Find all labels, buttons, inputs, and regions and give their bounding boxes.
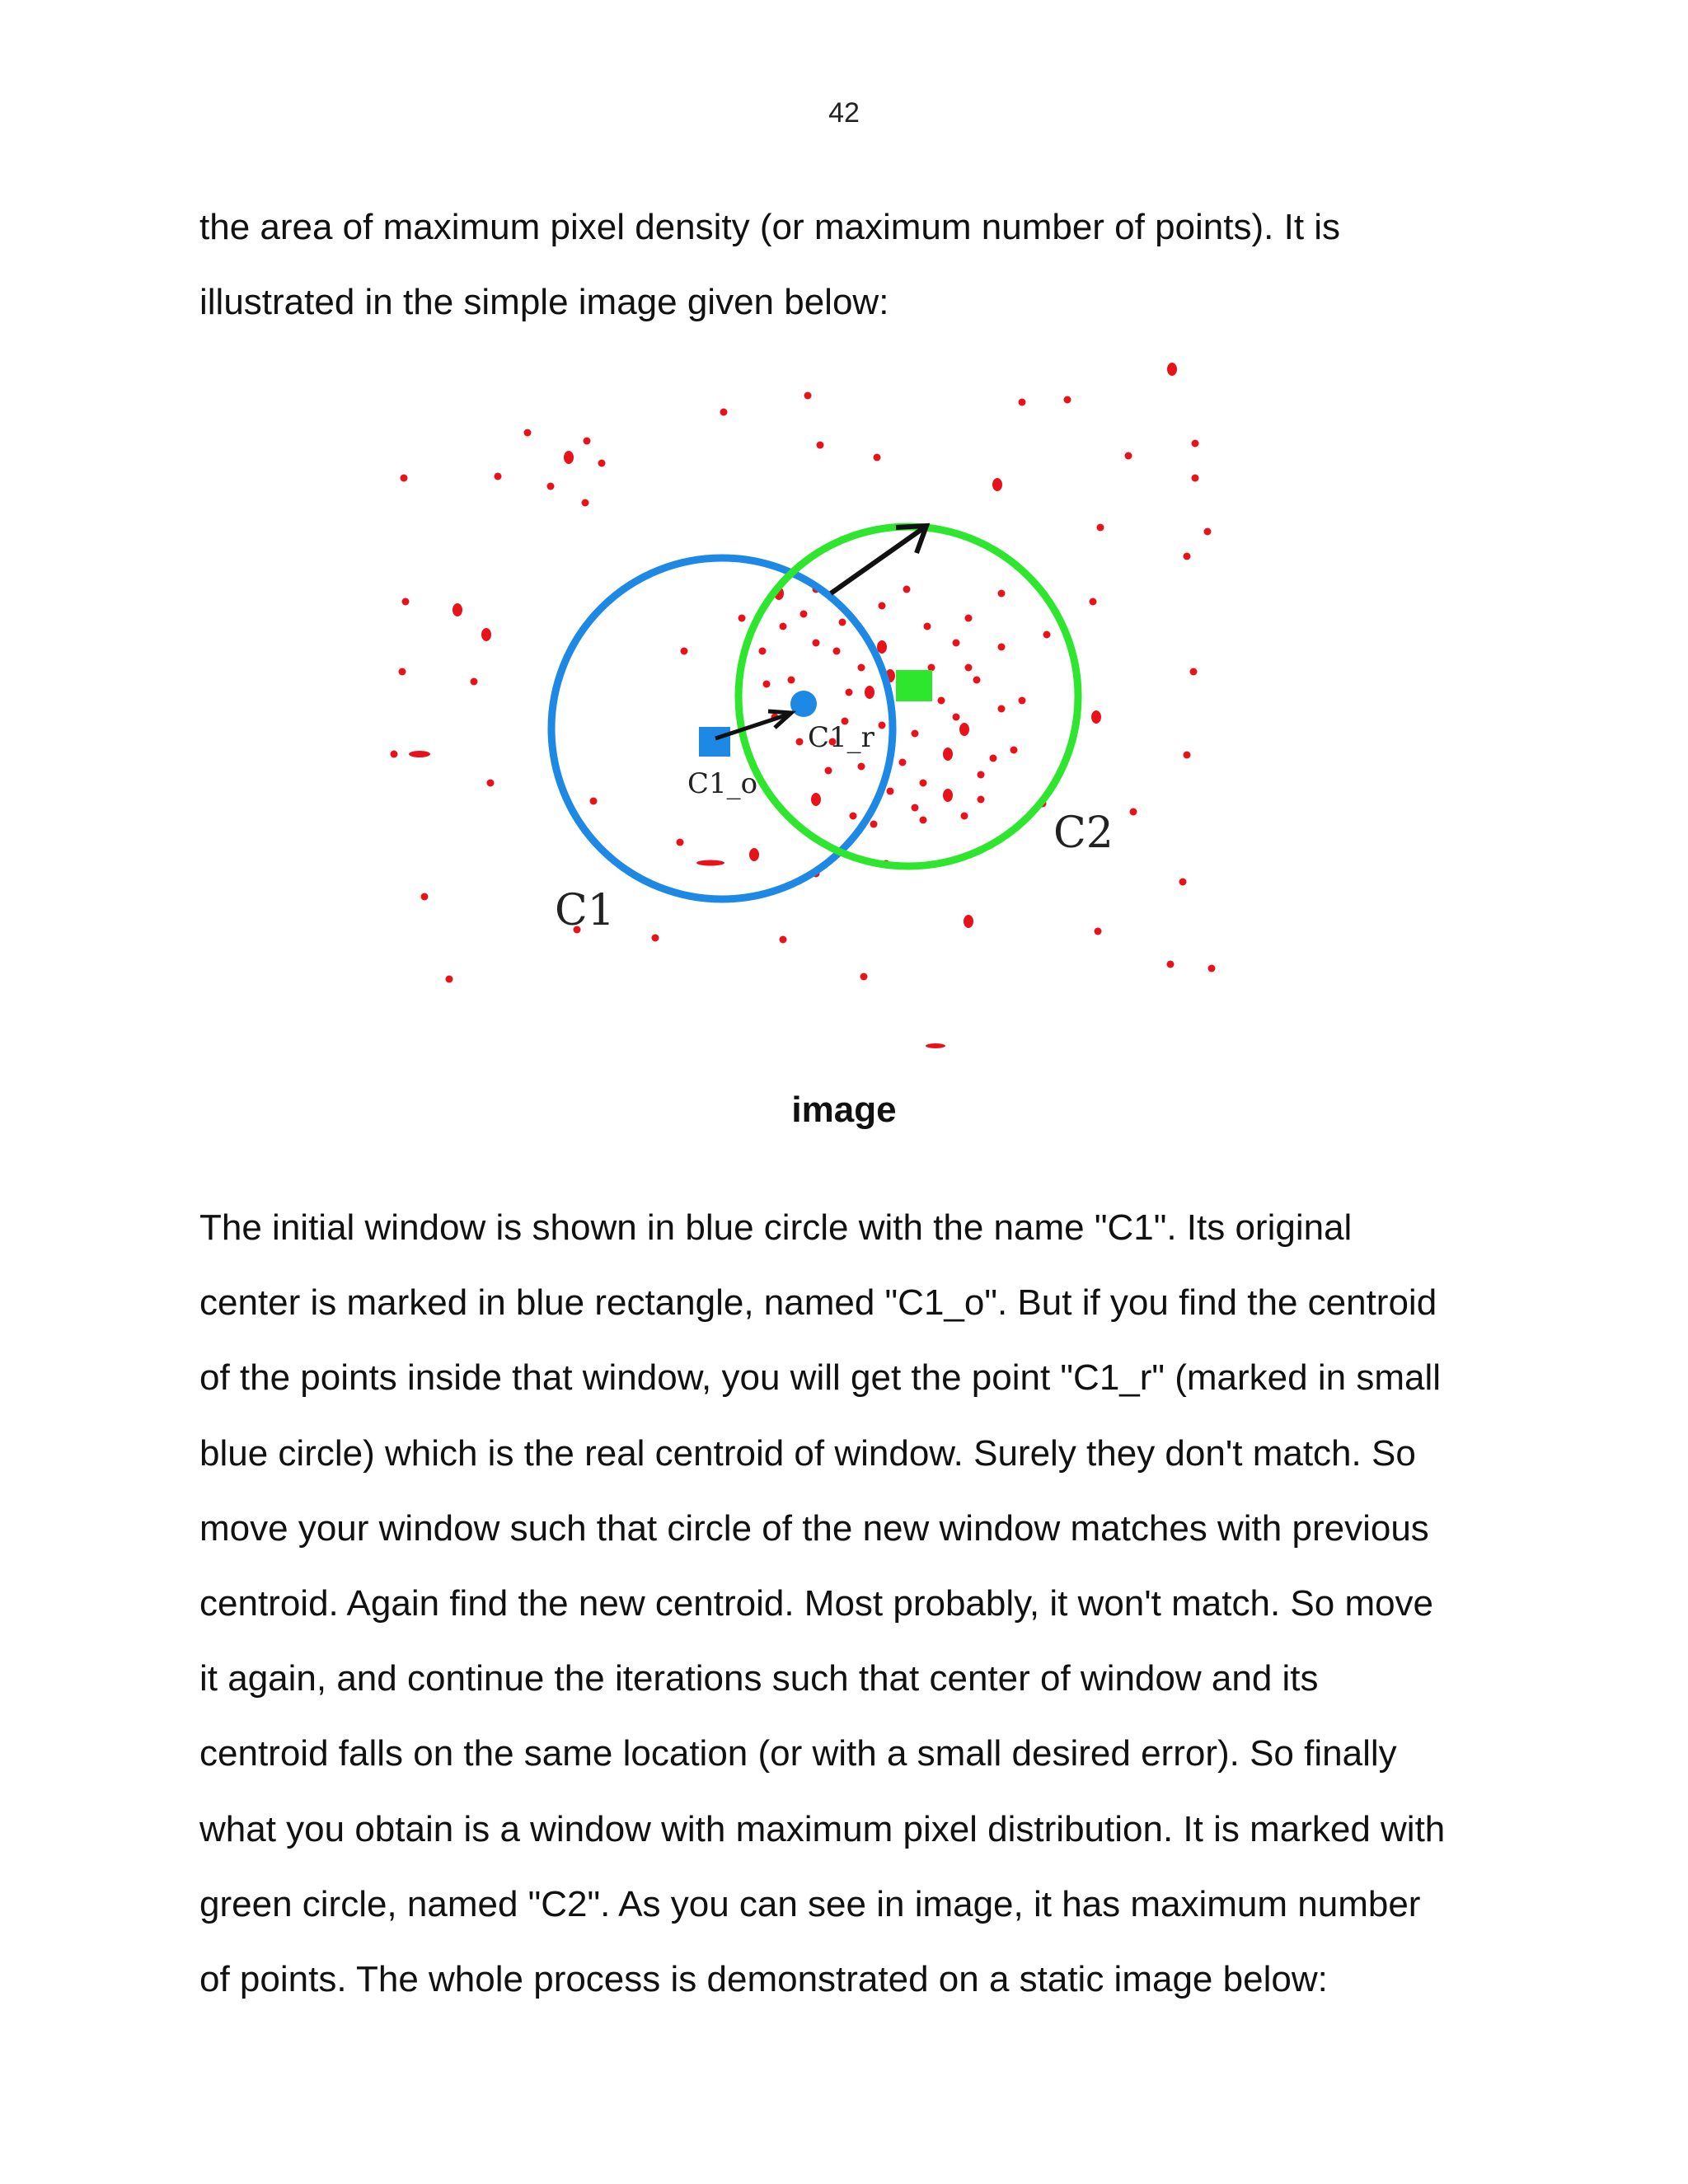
scatter-point: [1019, 697, 1026, 705]
label-c1-o: C1_o: [687, 767, 758, 800]
text-line: it again, and continue the iterations such that center of window and its: [199, 1658, 1319, 1699]
scatter-point: [978, 771, 985, 779]
text-line: green circle, named "C2". As you can see in image, it has maximum number: [199, 1883, 1421, 1924]
scatter-point: [1130, 808, 1137, 816]
scatter-point: [833, 648, 841, 655]
scatter-point: [1095, 928, 1102, 935]
scatter-point: [677, 839, 684, 846]
scatter-point: [879, 722, 886, 729]
scatter-point: [1010, 747, 1018, 754]
scatter-point: [1167, 961, 1175, 968]
scatter-point: [1097, 524, 1104, 532]
body-paragraph: [199, 1190, 1551, 2017]
scatter-point: [446, 976, 453, 983]
label-c2: C2: [1053, 808, 1114, 858]
scatter-point: [780, 936, 787, 944]
scatter-point: [879, 602, 886, 610]
scatter-point: [998, 644, 1006, 651]
label-c1: C1: [555, 886, 615, 935]
scatter-point: [421, 893, 429, 901]
scatter-point: [943, 748, 953, 761]
mean-shift-diagram: [387, 354, 1327, 1063]
scatter-point: [817, 442, 824, 449]
scatter-point: [652, 935, 659, 942]
scatter-point: [1043, 631, 1051, 639]
scatter-point: [899, 759, 907, 766]
scatter-point: [582, 499, 589, 507]
c1-original-center-square: [699, 727, 730, 757]
text-line: centroid falls on the same location (or with a small desired error). So finally: [199, 1733, 1397, 1774]
scatter-point: [1192, 475, 1199, 482]
scatter-point: [1019, 399, 1026, 406]
scatter-point: [973, 677, 981, 684]
scatter-point: [1208, 965, 1216, 972]
scatter-point: [1184, 752, 1191, 759]
scatter-point: [402, 598, 410, 606]
scatter-point: [1125, 452, 1132, 460]
scatter-point: [720, 409, 728, 416]
text-line: of points. The whole process is demonstrated on a static image below:: [199, 1958, 1328, 1999]
scatter-point: [924, 623, 931, 630]
scatter-point: [409, 751, 430, 757]
scatter-point: [1064, 396, 1071, 404]
text-line: move your window such that circle of the new window matches with previous: [199, 1507, 1429, 1549]
scatter-point: [481, 628, 491, 641]
scatter-point: [825, 767, 832, 775]
text-line: The initial window is shown in blue circle with the name "C1". Its original: [199, 1207, 1353, 1248]
scatter-point: [920, 817, 927, 824]
scatter-point: [912, 730, 919, 738]
scatter-point: [874, 454, 881, 462]
scatter-point: [992, 478, 1002, 491]
scatter-point: [846, 689, 853, 696]
scatter-point: [524, 429, 532, 437]
scatter-point: [696, 860, 724, 866]
scatter-point: [943, 789, 953, 802]
scatter-point: [920, 780, 927, 787]
scatter-point: [495, 473, 502, 480]
scatter-point: [953, 640, 960, 647]
scatter-point: [865, 686, 874, 699]
scatter-point: [953, 714, 960, 721]
scatter-point: [780, 623, 787, 630]
scatter-point: [839, 619, 846, 626]
scatter-point: [584, 438, 591, 445]
scatter-point: [998, 705, 1006, 713]
shift-arrow-small: [715, 711, 791, 738]
scatter-point: [547, 483, 555, 490]
scatter-point: [796, 738, 804, 746]
scatter-point: [978, 796, 985, 804]
scatter-point: [804, 392, 812, 400]
scatter-point: [887, 788, 894, 795]
scatter-point: [850, 813, 857, 820]
mean-shift-figure: [387, 354, 1327, 1063]
scatter-point: [1190, 668, 1198, 676]
scatter-point: [938, 697, 945, 705]
scatter-point: [926, 1043, 945, 1048]
scatter-point: [749, 848, 759, 861]
scatter-point: [681, 648, 688, 655]
scatter-point: [811, 793, 821, 806]
scatter-point: [1192, 440, 1199, 448]
scatter-point: [858, 664, 865, 672]
scatter-point: [452, 603, 462, 616]
scatter-point: [877, 640, 887, 654]
label-c1-r: C1_r: [808, 721, 874, 754]
intro-paragraph: [199, 190, 1551, 340]
scatter-point: [998, 590, 1006, 598]
scatter-point: [598, 460, 606, 467]
scatter-point: [965, 664, 973, 672]
scatter-point: [870, 821, 878, 828]
scatter-point: [590, 798, 598, 805]
scatter-point: [903, 586, 911, 593]
text-line: what you obtain is a window with maximum pixel distribution. It is marked with: [199, 1808, 1446, 1849]
text-line: blue circle) which is the real centroid of window. Surely they don't match. So: [199, 1432, 1416, 1474]
scatter-point: [959, 723, 969, 736]
scatter-point: [487, 780, 495, 787]
scatter-point: [961, 813, 968, 820]
page-number: 42: [828, 97, 860, 129]
scatter-point: [1167, 363, 1177, 376]
scatter-point: [788, 677, 795, 684]
text-line: center is marked in blue rectangle, named "C1_o". But if you find the centroid: [199, 1282, 1437, 1324]
scatter-point: [1179, 879, 1187, 886]
scatter-point: [1184, 553, 1191, 560]
scatter-point: [858, 763, 865, 771]
scatter-point: [1204, 528, 1212, 536]
scatter-point: [860, 973, 868, 981]
scatter-point: [401, 475, 408, 482]
scatter-point: [813, 640, 820, 647]
scatter-point: [399, 668, 406, 676]
scatter-point: [763, 681, 771, 688]
text-line: illustrated in the simple image given below:: [199, 282, 889, 323]
scatter-point: [965, 615, 973, 622]
scatter-point: [1091, 710, 1101, 724]
c1-real-centroid-dot: [790, 691, 817, 717]
scatter-point: [800, 611, 808, 618]
text-line: of the points inside that window, you will get the point "C1_r" (marked in small: [199, 1357, 1441, 1399]
scatter-point: [564, 451, 574, 464]
scatter-point: [759, 648, 767, 655]
text-line: the area of maximum pixel density (or maximum number of points). It is: [199, 207, 1341, 247]
scatter-point: [738, 615, 746, 622]
c2-center-square: [896, 670, 932, 701]
scatter-point: [990, 755, 997, 762]
scatter-point: [912, 804, 919, 812]
scatter-point: [391, 751, 398, 758]
scatter-point: [964, 915, 973, 928]
figure-caption: image: [791, 1090, 897, 1130]
scatter-point: [471, 678, 478, 686]
text-line: centroid. Again find the new centroid. Most probably, it won't match. So move: [199, 1582, 1434, 1624]
scatter-point: [1090, 598, 1097, 606]
